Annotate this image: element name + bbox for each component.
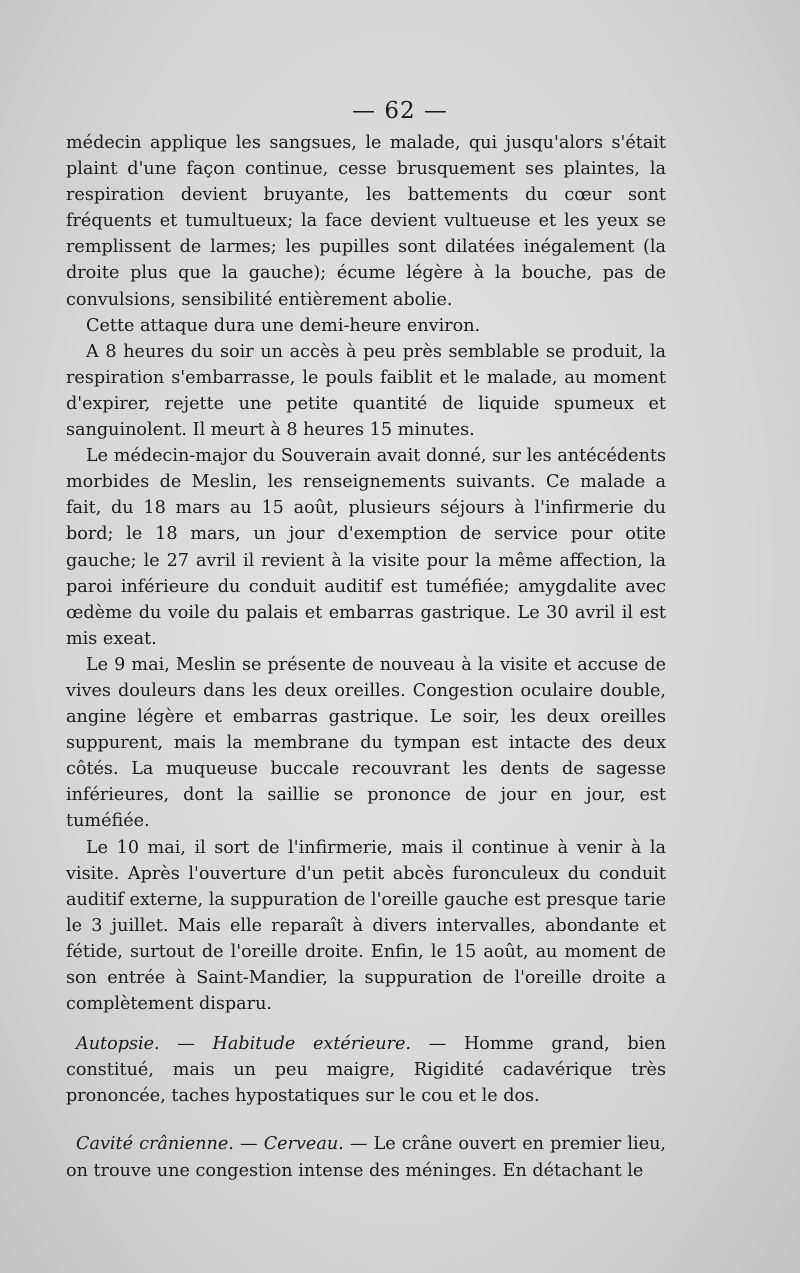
page-number: — 62 — bbox=[352, 98, 448, 124]
cavite-paragraph bbox=[66, 1131, 666, 1183]
body-text bbox=[66, 130, 666, 1184]
paragraph: Cette attaque dura une demi-heure environ. bbox=[86, 315, 481, 336]
paragraph: Le médecin-major du Souverain avait donné, sur les antécédents morbides de Meslin, les renseignements suivants. Ce malade a fait, du 18 mars au 15 août, plusieurs séjours à l'infirmerie du bord; le 18 mars, un jour d'exemption de service pour otite gauche; le 27 avril il revient à la visite pour la même affection, la paroi inférieure du conduit auditif est tuméfiée; amygdalite avec œdème du voile du palais et embarras gastrique. Le 30 avril il est mis exeat. bbox=[66, 446, 666, 649]
paragraph: A 8 heures du soir un accès à peu près semblable se produit, la respiration s'embarrasse, le pouls faiblit et le malade, au moment d'expirer, rejette une petite quantité de liquide spumeux et sanguinolent. Il meurt à 8 heures 15 minutes. bbox=[66, 341, 666, 441]
cavite-text: — Le crâne ouvert en premier lieu, on trouve une congestion intense des méninges. En détachant le bbox=[66, 1134, 667, 1181]
autopsie-paragraph bbox=[66, 1031, 666, 1109]
paragraph: médecin applique les sangsues, le malade, qui jusqu'alors s'était plaint d'une façon continue, cesse brusquement ses plaintes, la respiration devient bruyante, les battements du cœur sont fréquents et tumultueux; la face devient vultueuse et les yeux se remplissent de larmes; les pupilles sont dilatées inégalement (la droite plus que la gauche); écume légère à la bouche, pas de convulsions, sensibilité entièrement abolie. bbox=[66, 133, 666, 310]
paragraph: Le 9 mai, Meslin se présente de nouveau à la visite et accuse de vives douleurs dans les deux oreilles. Congestion oculaire double, angine légère et embarras gastrique. Le soir, les deux oreilles suppurent, mais la membrane du tympan est intacte des deux côtés. La muqueuse buccale recouvrant les dents de sagesse inférieures, dont la saillie se prononce de jour en jour, est tuméfiée. bbox=[66, 654, 666, 832]
autopsie-heading: Autopsie. — Habitude extérieure. bbox=[76, 1034, 412, 1055]
cavite-heading: Cavité crânienne. — Cerveau. bbox=[76, 1134, 344, 1155]
autopsie-text: — Homme grand, bien constitué, mais un peu maigre, Rigidité cadavérique très prononcée, taches hypostatiques sur le cou et le dos. bbox=[66, 1034, 666, 1107]
paragraph: Le 10 mai, il sort de l'infirmerie, mais il continue à venir à la visite. Après l'ouverture d'un petit abcès furonculeux du conduit auditif externe, la suppuration de l'oreille gauche est presque tarie le 3 juillet. Mais elle reparaît à divers intervalles, abondante et fétide, surtout de l'oreille droite. Enfin, le 15 août, au moment de son entrée à Saint-Mandier, la suppuration de l'oreille droite a complètement disparu. bbox=[66, 837, 666, 1015]
